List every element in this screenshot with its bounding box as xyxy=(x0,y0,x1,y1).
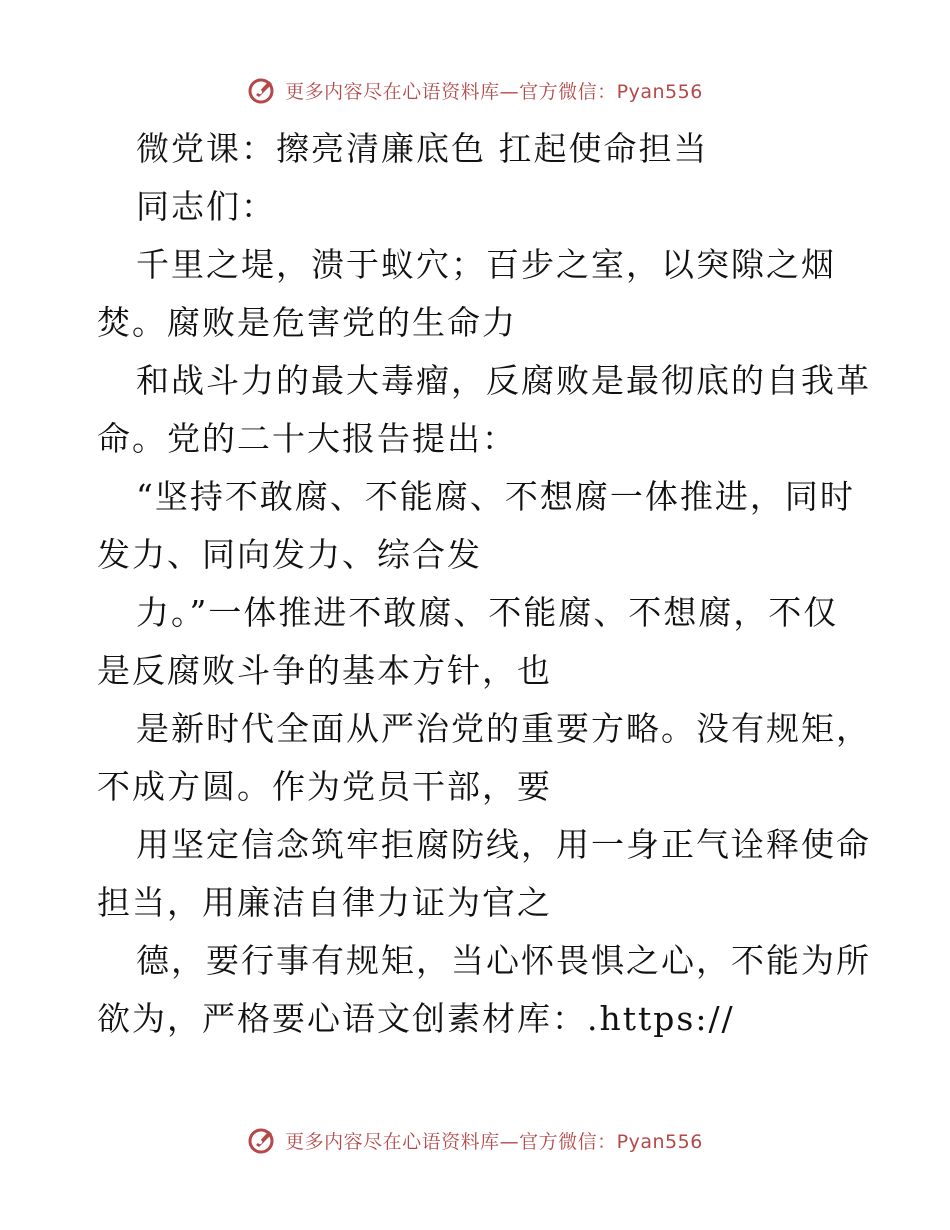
footer-banner xyxy=(0,1120,950,1160)
paragraph-line: 德，要行事有规矩，当心怀畏惧之心，不能为所 xyxy=(136,941,871,980)
pen-nib-circle-icon xyxy=(247,1125,277,1155)
paragraph-line: “坚持不敢腐、不能腐、不想腐一体推进，同时 xyxy=(136,477,855,516)
pen-nib-circle-icon xyxy=(247,75,277,105)
paragraph-line: 是反腐败斗争的基本方针，也 xyxy=(97,651,552,690)
paragraph-line: 和战斗力的最大毒瘤，反腐败是最彻底的自我革 xyxy=(136,361,871,400)
paragraph-line: 担当，用廉洁自律力证为官之 xyxy=(97,883,552,922)
paragraph-line: 用坚定信念筑牢拒腐防线，用一身正气诠释使命 xyxy=(136,825,871,864)
paragraph-line: 不成方圆。作为党员干部，要 xyxy=(97,767,552,806)
paragraph-line: 命。党的二十大报告提出： xyxy=(97,419,517,458)
document-body xyxy=(97,120,871,1048)
header-banner-text: 更多内容尽在心语资料库—官方微信：Pyan556 xyxy=(285,80,703,103)
paragraph-line: 力。”一体推进不敢腐、不能腐、不想腐，不仅 xyxy=(136,593,839,632)
paragraph-line: 欲为，严格要心语文创素材库：.https:// xyxy=(97,999,735,1038)
header-banner xyxy=(0,70,950,110)
paragraph-line: 焚。腐败是危害党的生命力 xyxy=(97,303,517,342)
paragraph-line: 发力、同向发力、综合发 xyxy=(97,535,482,574)
document-title: 微党课：擦亮清廉底色 扛起使命担当 xyxy=(136,129,709,168)
salutation: 同志们： xyxy=(136,187,276,226)
footer-banner-text: 更多内容尽在心语资料库—官方微信：Pyan556 xyxy=(285,1130,703,1153)
paragraph-line: 是新时代全面从严治党的重要方略。没有规矩， xyxy=(136,709,871,748)
paragraph-line: 千里之堤，溃于蚁穴；百步之室，以突隙之烟 xyxy=(136,245,836,284)
